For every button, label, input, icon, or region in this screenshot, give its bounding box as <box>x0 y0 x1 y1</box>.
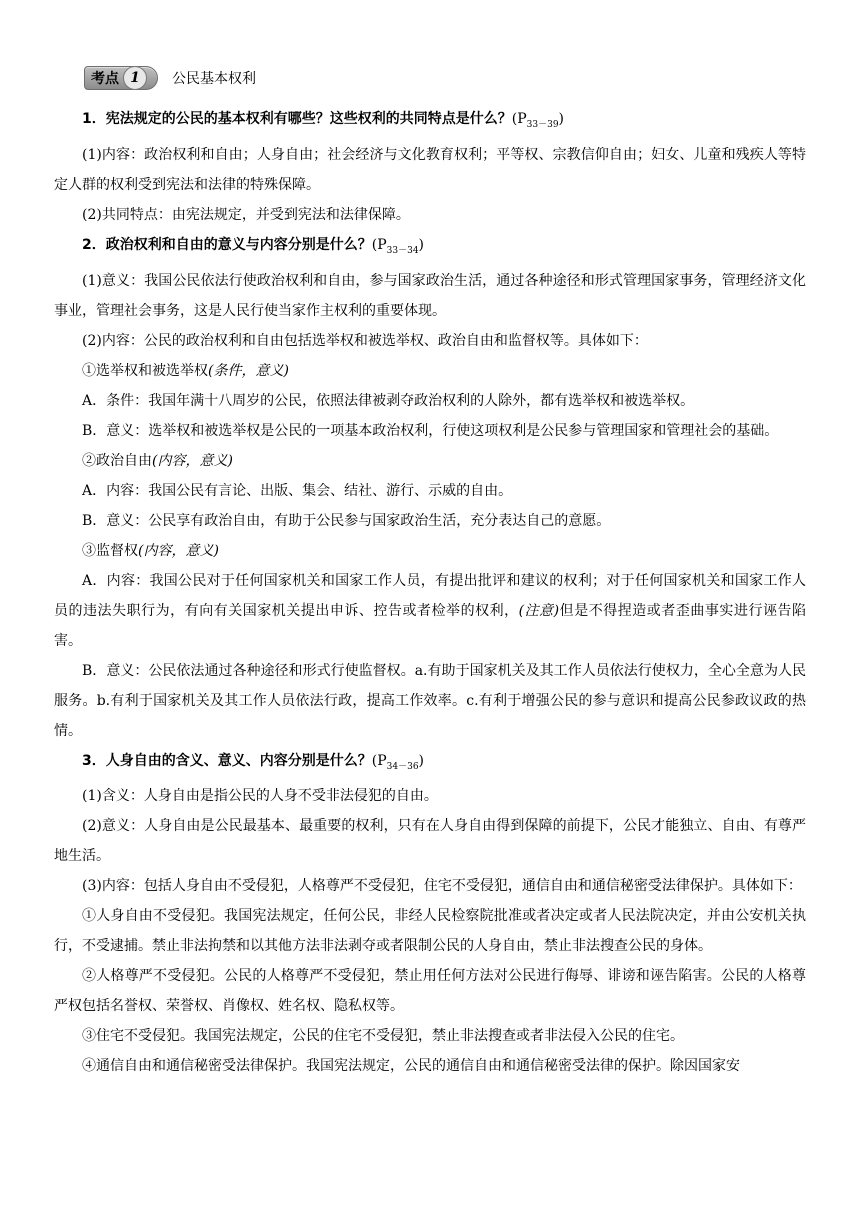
page-reference <box>371 752 425 772</box>
paragraph <box>54 1051 806 1081</box>
paragraph-text: ④通信自由和通信秘密受法律保护。我国宪法规定，公民的通信自由和通信秘密受法律的保护。除因国家安 <box>82 1058 740 1075</box>
paragraph-text: A．内容：我国公民有言论、出版、集会、结社、游行、示威的自由。 <box>82 482 513 499</box>
paragraph <box>54 901 806 961</box>
paragraph <box>54 326 806 356</box>
paragraph-text: A．条件：我国年满十八周岁的公民，依照法律被剥夺政治权利的人除外，都有选举权和被选举权。 <box>82 392 695 409</box>
paragraph <box>54 140 806 200</box>
question-text: 2．政治权利和自由的意义与内容分别是什么？ <box>82 236 372 253</box>
paragraph <box>54 1021 806 1051</box>
paragraph-text: 但是不得捏造或者歪曲事实进行诬告陷害。 <box>54 602 807 649</box>
page-ref-suffix: ) <box>418 236 425 253</box>
paragraph <box>54 811 806 871</box>
paragraph <box>54 200 806 230</box>
question-heading <box>54 104 806 140</box>
paragraph <box>54 476 806 506</box>
paragraph <box>54 656 806 746</box>
section-title: 公民基本权利 <box>172 71 256 87</box>
paragraph <box>54 536 806 566</box>
badge-number: 1 <box>123 66 147 90</box>
page-ref-prefix: (P <box>371 752 387 769</box>
paragraph <box>54 566 806 656</box>
page-range: 33－39 <box>526 119 559 130</box>
question-text: 3．人身自由的含义、意义、内容分别是什么？ <box>82 752 372 769</box>
question-heading <box>54 230 806 266</box>
paragraph-text: ①人身自由不受侵犯。我国宪法规定，任何公民，非经人民检察院批准或者决定或者人民法院决定，并由公安机关执行，不受逮捕。禁止非法拘禁和以其他方法非法剥夺或者限制公民的人身自由，禁止非法搜查公民的身体。 <box>54 908 806 955</box>
annotation-note: (条件，意义) <box>208 362 289 379</box>
paragraph-text: (1)含义：人身自由是指公民的人身不受非法侵犯的自由。 <box>82 788 438 805</box>
page-range: 33－34 <box>386 245 419 256</box>
annotation-note: (内容，意义) <box>138 542 219 559</box>
paragraph <box>54 356 806 386</box>
paragraph-text: (2)意义：人身自由是公民最基本、最重要的权利，只有在人身自由得到保障的前提下，公民才能独立、自由、有尊严地生活。 <box>54 818 806 865</box>
paragraph <box>54 416 806 446</box>
section-header <box>84 66 256 90</box>
paragraph-text: (3)内容：包括人身自由不受侵犯，人格尊严不受侵犯，住宅不受侵犯，通信自由和通信秘密受法律保护。具体如下： <box>82 878 802 895</box>
page-range: 34－36 <box>386 761 419 772</box>
paragraph-text: (2)内容：公民的政治权利和自由包括选举权和被选举权、政治自由和监督权等。具体如下： <box>82 332 648 349</box>
page-ref-prefix: (P <box>371 236 387 253</box>
paragraph-text: ③监督权 <box>82 542 138 559</box>
paragraph-text: A．内容：我国公民对于任何国家机关和国家工作人员，有提出批评和建议的权利；对于任何国家机关和国家工作人员的违法失职行为，有向有关国家机关提出申诉、控告或者检举的权利， <box>54 572 806 619</box>
paragraph-text: B．意义：公民享有政治自由，有助于公民参与国家政治生活，充分表达自己的意愿。 <box>82 512 611 529</box>
paragraph <box>54 266 806 326</box>
document-body <box>54 104 806 1081</box>
question-text: 1．宪法规定的公民的基本权利有哪些？这些权利的共同特点是什么？ <box>82 111 512 127</box>
page-ref-suffix: ) <box>558 111 565 127</box>
paragraph <box>54 871 806 901</box>
page-reference <box>511 111 565 130</box>
page-reference <box>371 236 425 256</box>
paragraph-text: (1)内容：政治权利和自由；人身自由；社会经济与文化教育权利；平等权、宗教信仰自由；妇女、儿童和残疾人等特定人群的权利受到宪法和法律的特殊保障。 <box>54 146 806 193</box>
kaodian-badge <box>84 66 158 90</box>
paragraph-text: ①选举权和被选举权 <box>82 362 208 379</box>
paragraph-text: ②人格尊严不受侵犯。公民的人格尊严不受侵犯，禁止用任何方法对公民进行侮辱、诽谤和诬告陷害。公民的人格尊严权包括名誉权、荣誉权、肖像权、姓名权、隐私权等。 <box>54 968 806 1015</box>
paragraph-text: ②政治自由 <box>82 452 152 469</box>
annotation-note: (注意) <box>518 602 560 619</box>
annotation-note: (内容，意义) <box>152 452 233 469</box>
paragraph <box>54 961 806 1021</box>
badge-label: 考点 <box>91 71 119 87</box>
page-ref-prefix: (P <box>511 111 527 127</box>
paragraph <box>54 781 806 811</box>
paragraph-text: B．意义：公民依法通过各种途径和形式行使监督权。a.有助于国家机关及其工作人员依法行使权力，全心全意为人民服务。b.有利于国家机关及其工作人员依法行政，提高工作效率。c.有利于增强公民的参与意识和提高公民参政议政的热情。 <box>54 662 806 739</box>
paragraph <box>54 386 806 416</box>
paragraph-text: (1)意义：我国公民依法行使政治权利和自由，参与国家政治生活，通过各种途径和形式管理国家事务，管理经济文化事业，管理社会事务，这是人民行使当家作主权利的重要体现。 <box>54 272 806 319</box>
paragraph-text: ③住宅不受侵犯。我国宪法规定，公民的住宅不受侵犯，禁止非法搜查或者非法侵入公民的住宅。 <box>82 1028 684 1045</box>
paragraph <box>54 506 806 536</box>
question-heading <box>54 746 806 782</box>
paragraph-text: (2)共同特点：由宪法规定，并受到宪法和法律保障。 <box>82 206 410 223</box>
paragraph <box>54 446 806 476</box>
paragraph-text: B．意义：选举权和被选举权是公民的一项基本政治权利，行使这项权利是公民参与管理国家和管理社会的基础。 <box>82 422 779 439</box>
page-ref-suffix: ) <box>418 752 425 769</box>
